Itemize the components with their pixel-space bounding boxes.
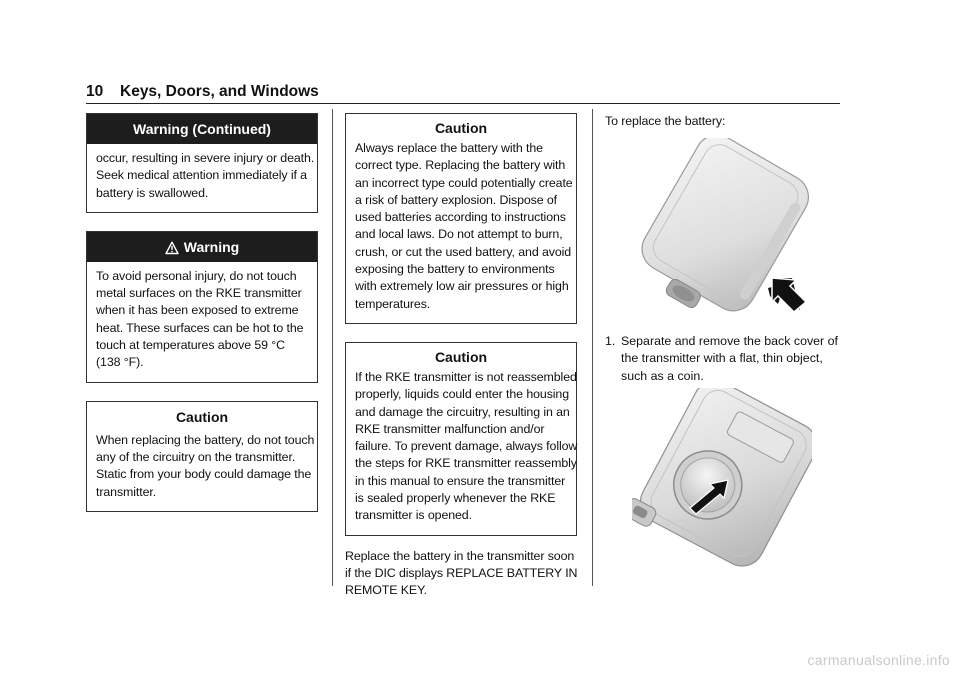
intro-text: To replace the battery: bbox=[605, 114, 726, 128]
text-line: Always replace the battery with the bbox=[355, 141, 543, 155]
caution-box-1 bbox=[86, 401, 318, 512]
key-fob-cover-illustration bbox=[632, 388, 812, 583]
text-line: Seek medical attention immediately if a bbox=[96, 168, 307, 183]
text-line: Replace the battery in the transmitter soon bbox=[345, 548, 575, 563]
text-line: the transmitter with a flat, thin object, bbox=[621, 351, 823, 366]
text-line: when it has been exposed to extreme bbox=[96, 303, 299, 318]
section-title: Keys, Doors, and Windows bbox=[120, 83, 319, 100]
page-header bbox=[86, 83, 840, 103]
header-rule bbox=[86, 103, 840, 104]
text-line: a risk of battery explosion. Dispose of bbox=[355, 192, 558, 207]
warning-body bbox=[87, 262, 317, 382]
text-line: failure. To prevent damage, always follow bbox=[355, 439, 578, 454]
column-divider-1 bbox=[332, 109, 333, 586]
watermark: carmanualsonline.info bbox=[807, 652, 950, 668]
caution-title: Caution bbox=[346, 343, 576, 369]
text-line: transmitter. bbox=[96, 484, 157, 499]
warning-continued-title: Warning (Continued) bbox=[87, 114, 317, 144]
text-line: if the DIC displays REPLACE BATTERY IN bbox=[345, 565, 578, 580]
text-line: properly, liquids could enter the housing bbox=[355, 387, 570, 402]
text-line: When replacing the battery, do not touch bbox=[96, 432, 315, 447]
text-line: any of the circuitry on the transmitter. bbox=[96, 449, 296, 464]
text-line: in this manual to ensure the transmitter bbox=[355, 473, 566, 488]
page-number: 10 bbox=[86, 83, 104, 100]
warning-triangle-icon bbox=[165, 235, 179, 265]
text-line: an incorrect type could potentially create bbox=[355, 175, 573, 190]
text-line: such as a coin. bbox=[621, 368, 704, 383]
replace-battery-paragraph bbox=[345, 548, 577, 600]
text-line: with extremely low air pressures or high bbox=[355, 279, 569, 294]
step-1-text bbox=[605, 333, 845, 385]
warning-title: Warning bbox=[183, 238, 240, 255]
text-line: RKE transmitter malfunction and/or bbox=[355, 421, 545, 436]
caution-body bbox=[346, 369, 576, 535]
text-line: (138 °F). bbox=[96, 355, 144, 370]
key-fob-back-illustration bbox=[620, 138, 820, 323]
caution-title: Caution bbox=[346, 114, 576, 140]
text-line: Static from your body could damage the bbox=[96, 467, 312, 482]
text-line: If the RKE transmitter is not reassembled bbox=[355, 369, 577, 384]
caution-box-3 bbox=[345, 342, 577, 536]
text-line: and damage the circuitry, resulting in an bbox=[355, 404, 570, 419]
text-line: Separate and remove the back cover of bbox=[621, 334, 838, 348]
text-line: metal surfaces on the RKE transmitter bbox=[96, 286, 302, 301]
text-line: crush, or cut the used battery, and avoid bbox=[355, 244, 572, 259]
text-line: battery is swallowed. bbox=[96, 185, 209, 200]
text-line: correct type. Replacing the battery with bbox=[355, 158, 566, 173]
text-line: temperatures. bbox=[355, 296, 431, 311]
caution-box-2 bbox=[345, 113, 577, 324]
warning-continued-box bbox=[86, 113, 318, 213]
column-2 bbox=[345, 113, 577, 600]
warning-continued-body bbox=[87, 144, 317, 212]
text-line: the steps for RKE transmitter reassembly bbox=[355, 456, 577, 471]
step-1 bbox=[605, 333, 845, 385]
text-line: To avoid personal injury, do not touch bbox=[96, 268, 297, 283]
caution-title: Caution bbox=[87, 402, 317, 432]
caution-body bbox=[346, 140, 576, 323]
text-line: is sealed properly whenever the RKE bbox=[355, 491, 556, 506]
text-line: and local laws. Do not attempt to burn, bbox=[355, 227, 563, 242]
text-line: heat. These surfaces can be hot to the bbox=[96, 320, 304, 335]
caution-body bbox=[87, 432, 317, 511]
text-line: exposing the battery to environments bbox=[355, 262, 555, 277]
text-line: touch at temperatures above 59 °C bbox=[96, 338, 286, 353]
text-line: used batteries according to instructions bbox=[355, 210, 566, 225]
step-number: 1. bbox=[605, 334, 616, 348]
text-line: REMOTE KEY. bbox=[345, 583, 427, 598]
warning-heading bbox=[87, 232, 317, 262]
column-3 bbox=[605, 113, 845, 130]
column-divider-2 bbox=[592, 109, 593, 586]
warning-box bbox=[86, 231, 318, 383]
column-1 bbox=[86, 113, 318, 530]
text-line: transmitter is opened. bbox=[355, 508, 472, 523]
text-line: occur, resulting in severe injury or death. bbox=[96, 151, 315, 165]
